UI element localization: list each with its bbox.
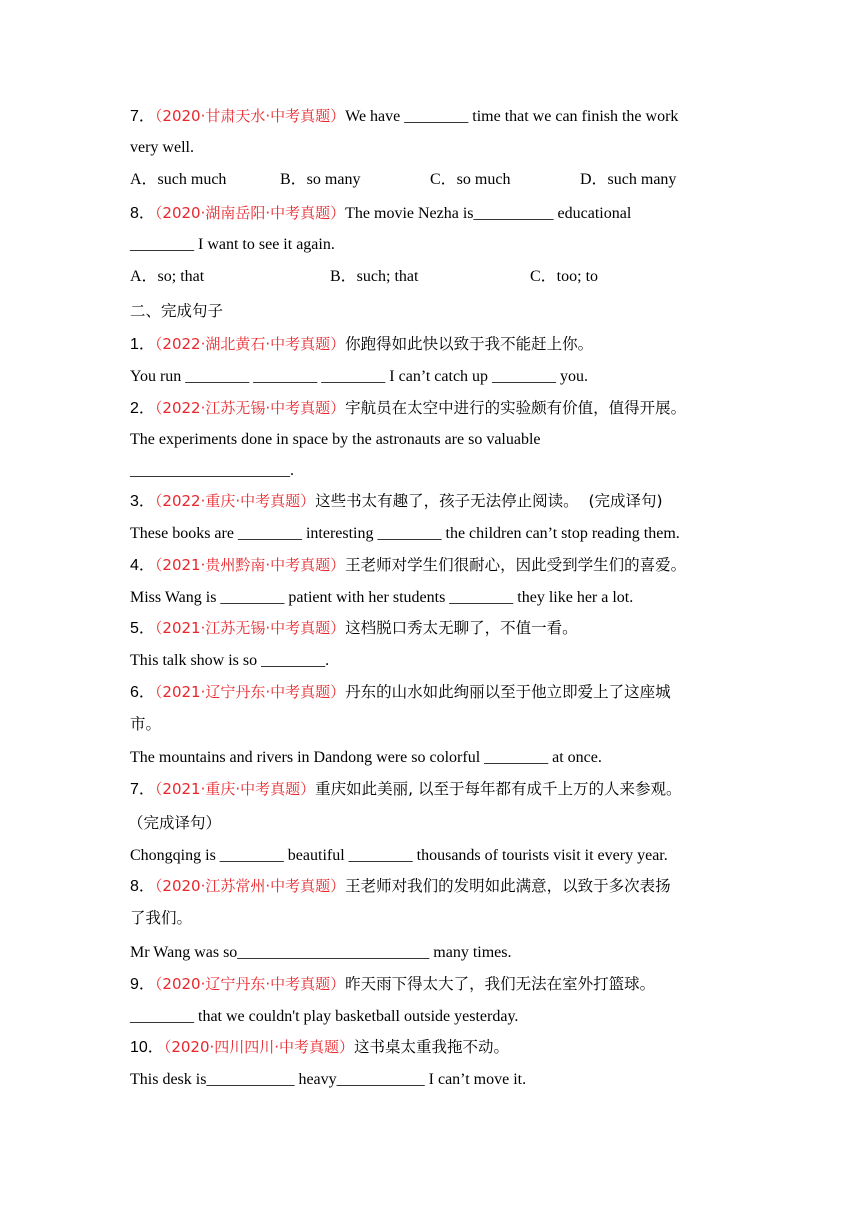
item-10-header [130, 1037, 509, 1058]
item-7-header [130, 779, 681, 800]
item-number: 10． [130, 1039, 164, 1056]
option-c: C．too; to [530, 268, 599, 285]
item-8-header [130, 876, 671, 897]
item-english: The mountains and rivers in Dandong were so colorful ________ at once. [130, 749, 602, 766]
item-source: （2022·重庆·中考真题） [154, 492, 316, 510]
question-number: 8． [130, 205, 155, 222]
question-text-continued: ________ I want to see it again. [130, 236, 335, 253]
item-english-continued: ____________________. [130, 462, 294, 479]
section-heading: 二、完成句子 [130, 302, 224, 320]
question-8-header [130, 203, 631, 224]
item-number: 3． [130, 493, 155, 510]
item-english: These books are ________ interesting ________ the children can’t stop reading them. [130, 525, 680, 542]
option-a: A．so; that [130, 268, 205, 285]
item-chinese: 这档脱口秀太无聊了，不值一看。 [345, 619, 578, 637]
question-text: The movie Nezha is__________ educational [345, 205, 632, 222]
item-chinese-continued: 了我们。 [130, 909, 193, 927]
item-source: （2021·重庆·中考真题） [154, 780, 316, 798]
item-6-header [130, 682, 671, 703]
question-text-continued: very well. [130, 139, 194, 156]
item-chinese: 这些书太有趣了，孩子无法停止阅读。 (完成译句) [315, 492, 663, 510]
question-text: We have ________ time that we can finish the work [345, 108, 679, 125]
question-number: 7． [130, 108, 155, 125]
item-english: The experiments done in space by the astronauts are so valuable [130, 431, 541, 448]
item-english: This desk is___________ heavy___________ I can’t move it. [130, 1071, 527, 1088]
item-english: ________ that we couldn't play basketball outside yesterday. [130, 1008, 519, 1025]
item-number: 4． [130, 557, 155, 574]
item-9-header [130, 974, 655, 995]
item-4-header [130, 555, 686, 576]
item-2-header [130, 398, 686, 419]
item-number: 9． [130, 976, 155, 993]
question-source: （2020·甘肃天水·中考真题） [154, 107, 346, 125]
item-chinese: 你跑得如此快以致于我不能赶上你。 [345, 335, 594, 353]
item-1-header [130, 334, 593, 355]
item-english: Miss Wang is ________ patient with her students ________ they like her a lot. [130, 589, 634, 606]
question-7-header [130, 106, 678, 127]
item-source: （2021·贵州黔南·中考真题） [154, 556, 346, 574]
item-chinese: 王老师对我们的发明如此满意，以致于多次表扬 [345, 877, 671, 895]
item-chinese: 丹东的山水如此绚丽以至于他立即爱上了这座城 [345, 683, 671, 701]
item-5-header [130, 618, 578, 639]
question-source: （2020·湖南岳阳·中考真题） [154, 204, 346, 222]
item-source: （2021·辽宁丹东·中考真题） [154, 683, 346, 701]
item-chinese: 重庆如此美丽, 以至于每年都有成千上万的人来参观。 [315, 780, 682, 798]
item-chinese-continued: （完成译句） [128, 814, 222, 832]
item-english: This talk show is so ________. [130, 652, 330, 669]
item-chinese: 这书桌太重我拖不动。 [354, 1038, 510, 1056]
item-3-header [130, 491, 663, 512]
item-english: Mr Wang was so________________________ many times. [130, 944, 512, 961]
item-source: （2022·江苏无锡·中考真题） [154, 399, 346, 417]
item-source: （2020·四川四川·中考真题） [163, 1038, 355, 1056]
item-source: （2020·辽宁丹东·中考真题） [154, 975, 346, 993]
item-source: （2022·湖北黄石·中考真题） [154, 335, 346, 353]
option-a: A．such much [130, 171, 227, 188]
item-number: 8． [130, 878, 155, 895]
option-b: B．so many [280, 171, 361, 188]
item-chinese: 王老师对学生们很耐心，因此受到学生们的喜爱。 [345, 556, 687, 574]
option-d: D．such many [580, 171, 677, 188]
item-chinese: 宇航员在太空中进行的实验颇有价值，值得开展。 [345, 399, 687, 417]
item-source: （2021·江苏无锡·中考真题） [154, 619, 346, 637]
item-number: 2． [130, 400, 155, 417]
item-number: 7． [130, 781, 155, 798]
item-english: Chongqing is ________ beautiful ________ thousands of tourists visit it every year. [130, 847, 668, 864]
item-source: （2020·江苏常州·中考真题） [154, 877, 346, 895]
item-chinese: 昨天雨下得太大了，我们无法在室外打篮球。 [345, 975, 656, 993]
item-number: 5． [130, 620, 155, 637]
item-number: 6． [130, 684, 155, 701]
item-english: You run ________ ________ ________ I can’t catch up ________ you. [130, 368, 589, 385]
option-b: B．such; that [330, 268, 419, 285]
item-chinese-continued: 市。 [130, 715, 162, 733]
option-c: C．so much [430, 171, 511, 188]
item-number: 1． [130, 336, 155, 353]
